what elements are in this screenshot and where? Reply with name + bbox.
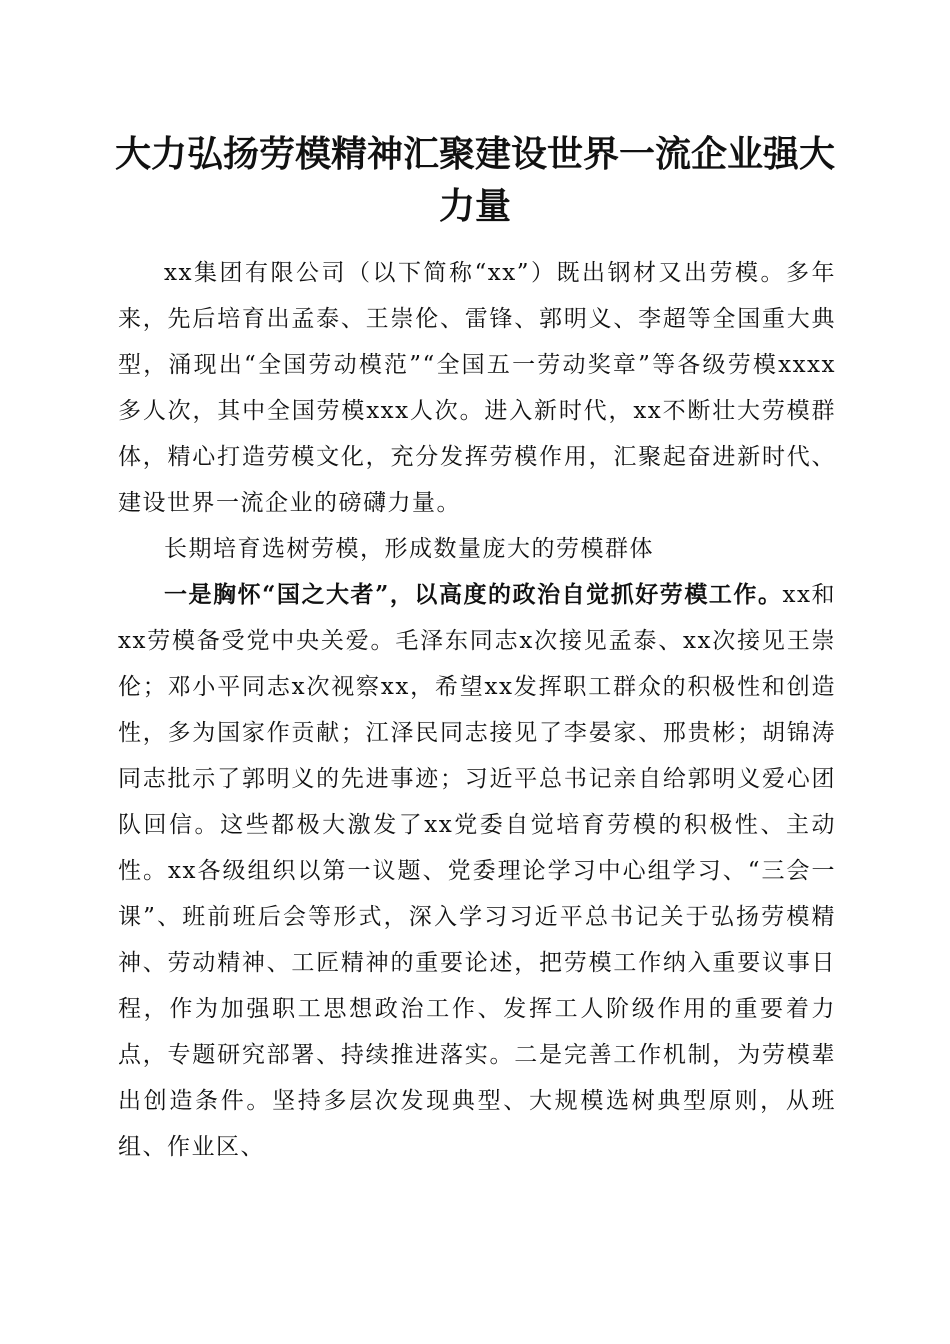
- section-heading: 长期培育选树劳模，形成数量庞大的劳模群体: [164, 536, 654, 562]
- document-body: [118, 250, 836, 1170]
- paragraph-intro: xx集团有限公司（以下简称“xx”）既出钢材又出劳模。多年来，先后培育出孟泰、王崇伦、雷锋、郭明义、李超等全国重大典型，涌现出“全国劳动模范”“全国五一劳动奖章”等各级劳模xxxx多人次，其中全国劳模xxx人次。进入新时代，xx不断壮大劳模群体，精心打造劳模文化，充分发挥劳模作用，汇聚起奋进新时代、建设世界一流企业的磅礴力量。: [118, 260, 836, 516]
- paragraph-lead-sentence: 一是胸怀“国之大者”，以高度的政治自觉抓好劳模工作。: [164, 581, 783, 608]
- paragraph-first-point: [118, 572, 836, 1170]
- paragraph-continuation: xx和xx劳模备受党中央关爱。毛泽东同志x次接见孟泰、xx次接见王崇伦；邓小平同志x次视察xx，希望xx发挥职工群众的积极性和创造性，多为国家作贡献；江泽民同志接见了李晏家、邢贵彬；胡锦涛同志批示了郭明义的先进事迹；习近平总书记亲自给郭明义爱心团队回信。这些都极大激发了xx党委自觉培育劳模的积极性、主动性。xx各级组织以第一议题、党委理论学习中心组学习、“三会一课”、班前班后会等形式，深入学习习近平总书记关于弘扬劳模精神、劳动精神、工匠精神的重要论述，把劳模工作纳入重要议事日程，作为加强职工思想政治工作、发挥工人阶级作用的重要着力点，专题研究部署、持续推进落实。二是完善工作机制，为劳模辈出创造条件。坚持多层次发现典型、大规模选树典型原则，从班组、作业区、: [118, 582, 836, 1160]
- document-title: 大力弘扬劳模精神汇聚建设世界一流企业强大力量: [114, 133, 835, 227]
